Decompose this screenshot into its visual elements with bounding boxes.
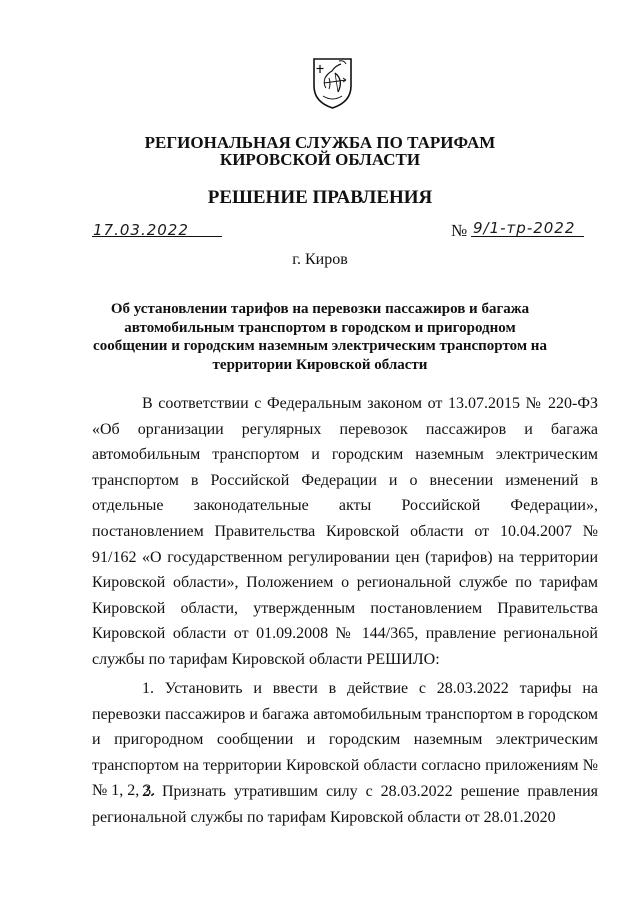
document-type-title: РЕШЕНИЕ ПРАВЛЕНИЯ <box>207 187 433 208</box>
document-subject: Об установлении тарифов на перевозки пассажиров и багажа автомобильным транспортом в городском и пригородном сообщении и городским наземным электрическим транспортом на территории Кировской области <box>93 301 547 373</box>
organization-name-line2: КИРОВСКОЙ ОБЛАСТИ <box>219 150 421 169</box>
number-underline <box>471 236 584 237</box>
number-sign: № <box>451 221 468 240</box>
organization-name-line1: РЕГИОНАЛЬНАЯ СЛУЖБА ПО ТАРИФАМ <box>144 133 496 152</box>
date-underline <box>92 236 222 237</box>
city-name: г. Киров <box>292 251 348 268</box>
kirov-coat-of-arms-icon <box>311 56 354 110</box>
decision-number: 9/1-тр-2022 <box>473 219 576 237</box>
preamble-paragraph: В соответствии с Федеральным законом от 13.07.2015 № 220-ФЗ «Об организации регулярных перевозок пассажиров и багажа автомобильным транспортом и городским наземным электрическим транспортом в Российской Федерации и о внесении изменений в отдельные законодательные акты Российской Федерации», постановлением Правительства Кировской области от 10.04.2007 № 91/162 «О государственном регулировании цен (тарифов) на территории Кировской области», Положением о региональной службе по тарифам Кировской области, утвержденным постановлением Правительства Кировской области от 01.09.2008 № 144/365, правление региональной службы по тарифам Кировской области РЕШИЛО: <box>92 395 598 668</box>
decision-item-1: 1. Установить и ввести в действие с 28.03.2022 тарифы на перевозки пассажиров и багажа автомобильным транспортом в городском и пригородном сообщении и городским наземным электрическим транспортом на территории Кировской области согласно приложениям №№ 1, 2, 3. <box>92 680 598 800</box>
decision-date: 17.03.2022 <box>93 221 189 239</box>
decision-item-2: 2. Признать утратившим силу с 28.03.2022 решение правления региональной службы по тарифам Кировской области от 28.01.2020 <box>92 783 598 826</box>
